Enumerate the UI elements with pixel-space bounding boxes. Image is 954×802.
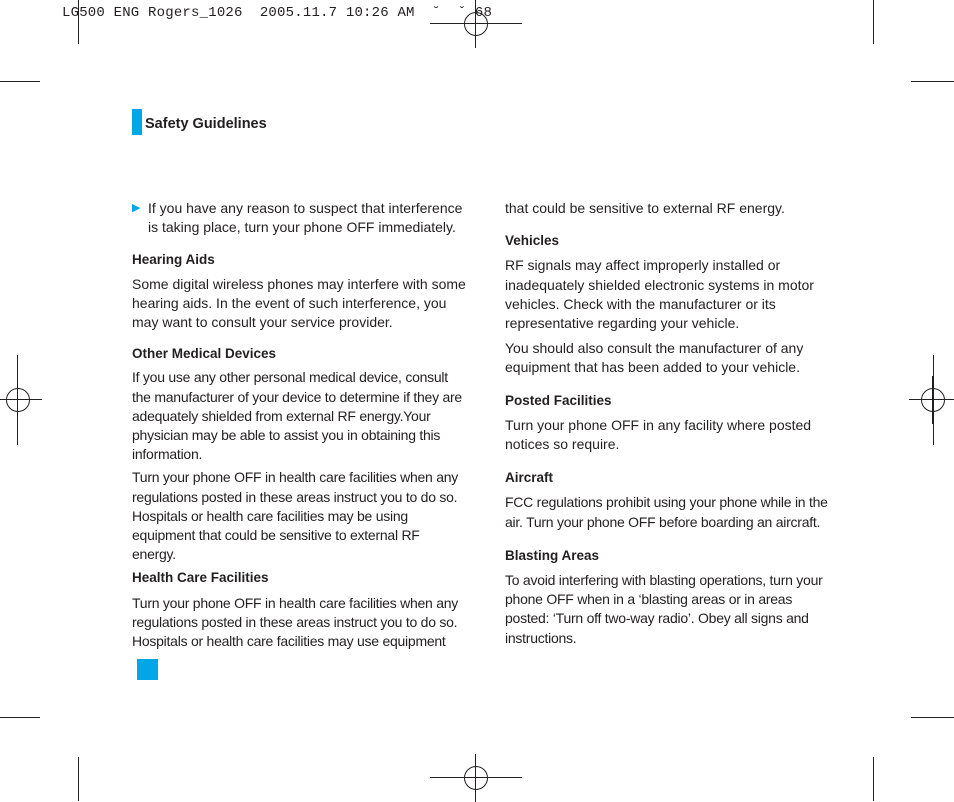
page-number-marker: [137, 659, 158, 680]
crop-mark: [17, 355, 18, 445]
paragraph: Turn your phone OFF in any facility where posted notices so require.: [505, 416, 812, 453]
section-heading-vehicles: Vehicles: [505, 233, 560, 249]
bullet-text: If you have any reason to suspect that interference is taking place, turn your phone OFF immediately.: [148, 200, 463, 236]
section-accent-bar: [132, 109, 142, 135]
left-column: [132, 199, 466, 651]
paragraph: Some digital wireless phones may interfere with some hearing aids. In the event of such interference, you may want to consult your service provider.: [132, 275, 466, 331]
paragraph: RF signals may affect improperly installed or inadequately shielded electronic systems in motor vehicles. Check with the manufacturer or its representative regarding your vehicle.: [505, 257, 814, 332]
section-heading-blasting-areas: Blasting Areas: [505, 547, 600, 563]
paragraph: that could be sensitive to external RF energy.: [505, 200, 785, 216]
crop-mark: [873, 757, 874, 801]
section-heading-medical-devices: Other Medical Devices: [132, 346, 277, 362]
paragraph: FCC regulations prohibit using your phone while in the air. Turn your phone OFF before boarding an aircraft.: [505, 494, 828, 530]
paragraph: If you use any other personal medical device, consult the manufacturer of your device to determine if they are adequately shielded from external RF energy.Your physician may be able to assist you in obtaining this information.: [132, 369, 462, 463]
crop-mark: [911, 717, 954, 718]
crop-mark: [0, 81, 40, 82]
section-heading-aircraft: Aircraft: [505, 470, 554, 486]
crop-mark: [911, 81, 954, 82]
section-heading-posted-facilities: Posted Facilities: [505, 392, 612, 408]
crop-mark: [873, 0, 874, 44]
paragraph: You should also consult the manufacturer of any equipment that has been added to your vehicle.: [505, 340, 804, 376]
crop-mark: [0, 717, 40, 718]
printer-slug: LG500 ENG Rogers_1026 2005.11.7 10:26 AM ˘ ˇ 68: [62, 5, 493, 21]
paragraph: To avoid interfering with blasting operations, turn your phone OFF when in a ‘blasting areas or in areas posted: ‘Turn off two-way radio’. Obey all signs and instructions.: [505, 572, 823, 646]
page-title: Safety Guidelines: [145, 116, 267, 132]
section-heading-health-care: Health Care Facilities: [132, 570, 269, 586]
section-heading-hearing-aids: Hearing Aids: [132, 252, 215, 268]
crop-mark: [430, 23, 522, 24]
triangle-right-icon: ▶: [132, 202, 141, 214]
registration-mark-icon: [909, 376, 954, 424]
right-column: [505, 199, 835, 648]
registration-mark-icon: [0, 376, 42, 424]
registration-mark-icon: [452, 754, 500, 802]
paragraph: Turn your phone OFF in health care facilities when any regulations posted in these areas instruct you to do so. Hospitals or health care facilities may use equipment: [132, 594, 459, 650]
crop-mark: [78, 757, 79, 801]
crop-mark: [430, 777, 522, 778]
paragraph: Turn your phone OFF in health care facilities when any regulations posted in these areas instruct you to do so. Hospitals or health care facilities may be using equipment that could be sensitive to external RF energy.: [132, 469, 459, 563]
crop-mark: [933, 355, 934, 445]
bullet-item: [132, 199, 466, 237]
